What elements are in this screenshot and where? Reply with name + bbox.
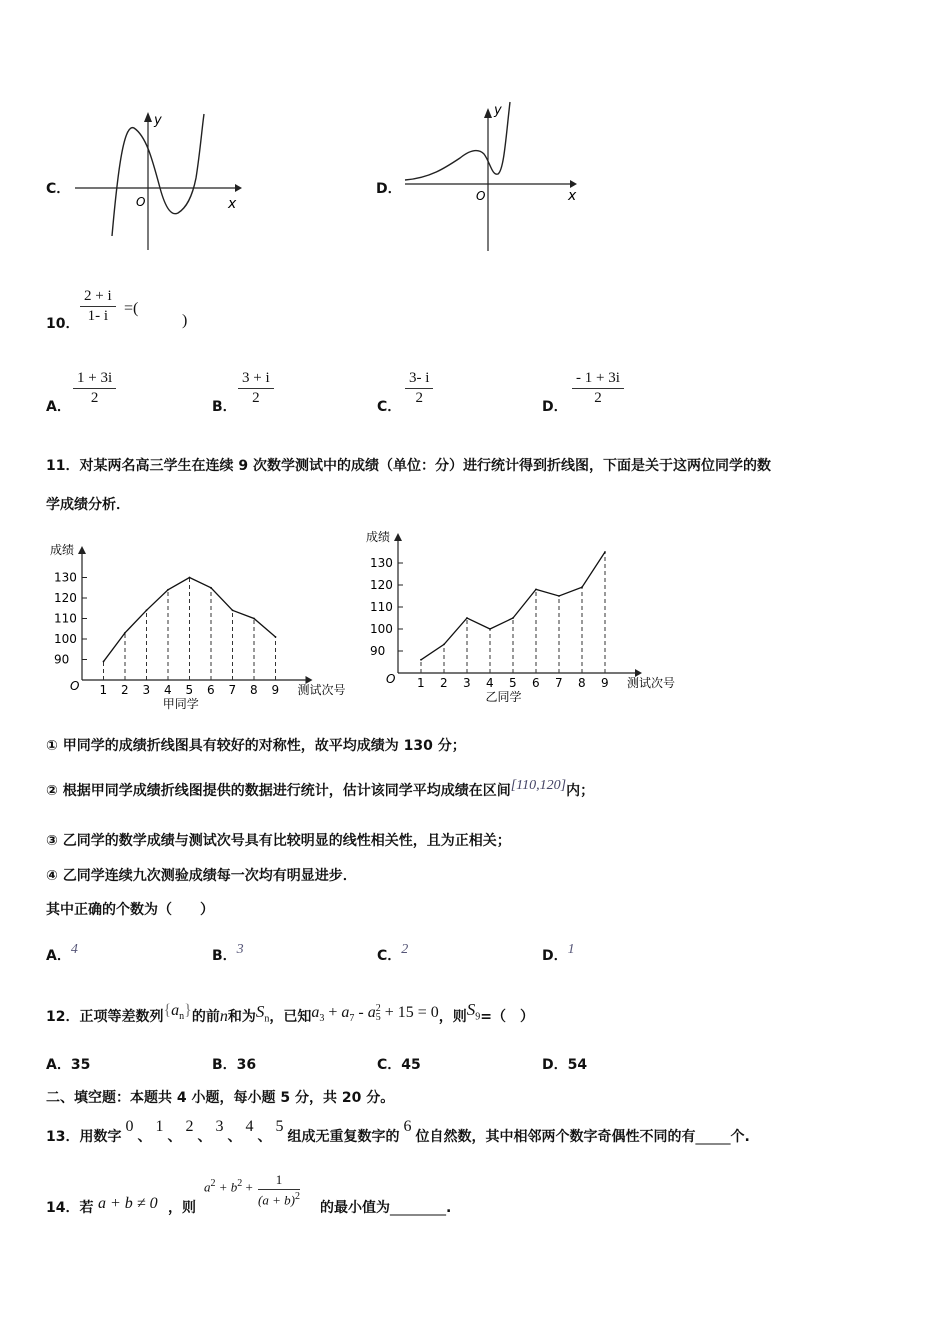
q9c-axis-y-label: y	[154, 113, 162, 128]
q14-a-sup: 2	[210, 1178, 216, 1189]
q11-option-c	[377, 942, 409, 965]
q12-a5: a	[367, 1004, 376, 1021]
q12-minus: -	[354, 1004, 368, 1021]
q10-option-d-label: D．	[542, 399, 568, 415]
q11-c-label: C．	[377, 948, 402, 964]
x-tick-label: 7	[555, 676, 563, 690]
y-tick-label: 110	[54, 611, 77, 626]
q12-b-value: 36	[236, 1057, 257, 1073]
q13-pre: 13．用数字	[46, 1129, 122, 1145]
y-axis-arrow	[394, 533, 402, 541]
x-tick-label: 2	[440, 676, 448, 690]
q12-S: S	[255, 1002, 265, 1021]
y-axis-arrow	[78, 546, 86, 554]
q10-c-num: 3- i	[405, 370, 433, 389]
q11-option-d	[542, 942, 575, 965]
q11-a-value: 4	[70, 942, 78, 957]
q12-S9-sub: 9	[475, 1011, 481, 1023]
y-tick-label: 120	[370, 578, 393, 592]
q11-b-value: 3	[236, 942, 244, 957]
q10-option-b-fraction	[238, 370, 274, 407]
q10-eq: =(	[124, 300, 139, 317]
x-tick-label: 5	[185, 683, 194, 697]
q14-pre: 14．若	[46, 1200, 94, 1216]
q13-answer-blank: _____	[695, 1129, 731, 1145]
q12-d-value: 54	[567, 1057, 588, 1073]
data-point	[146, 609, 148, 611]
q10-fraction	[80, 288, 116, 325]
q11-option-b	[212, 942, 244, 965]
q11-d-value: 1	[567, 942, 575, 957]
q13-post: 位自然数，其中相邻两个数字奇偶性不同的有	[415, 1129, 696, 1145]
q11-statement-2-interval: [110,120]	[510, 778, 567, 793]
data-point	[535, 589, 537, 591]
q11-chart-yi	[350, 525, 680, 710]
q9d-origin-label: O	[476, 189, 486, 203]
x-tick-label: 9	[601, 676, 609, 690]
data-point	[443, 644, 445, 646]
q12-option-a	[46, 1054, 90, 1074]
q12-seq-a: a	[171, 1002, 180, 1019]
q12-d-label: D．	[542, 1057, 568, 1073]
x-tick-label: 9	[271, 683, 280, 697]
q13-digit-5: 5	[275, 1118, 284, 1135]
q10-paren-close: )	[182, 312, 188, 329]
q12-stem	[46, 1000, 534, 1028]
x-tick-label: 8	[578, 676, 586, 690]
q14-a: a	[204, 1179, 211, 1195]
q10-d-den: 2	[594, 390, 602, 406]
x-tick-label: 6	[207, 683, 215, 697]
q10-number: 10．	[46, 316, 80, 332]
q12-seq: $\{a_n\}$	[163, 1002, 192, 1023]
q10-d-num: - 1 + 3i	[572, 370, 624, 389]
q14-answer-blank: ________	[390, 1200, 446, 1216]
y-tick-label: 120	[54, 591, 77, 605]
data-point	[210, 587, 212, 589]
q12-a5-sup: 2	[375, 1003, 381, 1015]
x-tick-label: 3	[142, 683, 151, 697]
q12-b-label: B．	[212, 1057, 237, 1073]
data-point	[103, 661, 105, 663]
q11-option-a	[46, 942, 78, 965]
x-tick-label: 3	[463, 676, 471, 690]
q13-digit-3: 3	[215, 1118, 224, 1135]
q14-plus-b: + b	[215, 1179, 238, 1195]
q10-b-den: 2	[252, 390, 260, 406]
q14-post-text: 的最小值为	[320, 1200, 390, 1216]
y-axis-label: 成绩	[50, 543, 75, 557]
x-tick-label: 6	[532, 676, 540, 690]
q13-stem	[46, 1118, 750, 1146]
x-tick-label: 4	[164, 683, 172, 697]
q12-mid3: ，已知	[269, 1009, 312, 1025]
q12-mid4: ，则	[438, 1009, 467, 1025]
data-point	[558, 595, 560, 597]
q14-post	[320, 1197, 451, 1217]
q9-option-d-graph	[400, 96, 585, 254]
q13-six: 6	[403, 1118, 412, 1135]
q12-n: n	[219, 1008, 228, 1025]
q11-statement-2	[46, 780, 594, 800]
q13-sep-2: 、	[167, 1129, 182, 1145]
q9-option-d-label: D．	[376, 181, 402, 197]
section-fill-in-title: 二、填空题：本题共 4 小题，每小题 5 分，共 20 分。	[46, 1090, 395, 1106]
q14-plus2: +	[242, 1179, 253, 1195]
q9d-axis-y-label: y	[494, 103, 502, 118]
x-tick-label: 2	[121, 683, 129, 697]
data-point	[489, 628, 491, 630]
q11-a-label: A．	[46, 948, 71, 964]
q10-option-b-label: B．	[212, 399, 237, 415]
data-point	[420, 659, 422, 661]
q9-option-c-graph	[70, 108, 245, 253]
q13-digit-1: 1	[155, 1118, 164, 1135]
y-tick-label: 100	[54, 632, 77, 646]
q10-a-den: 2	[90, 390, 99, 406]
q11-d-label: D．	[542, 948, 568, 964]
q11-b-label: B．	[212, 948, 237, 964]
q12-tail: =（ ）	[480, 1009, 534, 1025]
q14-frac-den-text: (a + b)	[258, 1192, 295, 1208]
q14-frac-den	[258, 1190, 300, 1208]
q14-expression	[204, 1178, 253, 1195]
data-point	[189, 577, 191, 579]
q13-sep-3: 、	[197, 1129, 212, 1145]
q12-a-value: 35	[70, 1057, 91, 1073]
q10-a-num: 1 + 3i	[73, 370, 116, 389]
q12-a-label: A．	[46, 1057, 71, 1073]
q11-stem-line2: 学成绩分析．	[46, 497, 130, 513]
q14-fraction	[258, 1172, 300, 1208]
q10-option-d-fraction	[572, 370, 624, 407]
q12-S-sub: n	[264, 1013, 270, 1025]
q13-digit-0: 0	[125, 1118, 134, 1135]
q14-frac-den-sup: 2	[294, 1191, 300, 1202]
q10-option-a-label: A．	[46, 399, 71, 415]
chart-title: 乙同学	[485, 690, 522, 704]
q13-digit-4: 4	[245, 1118, 254, 1135]
q11-stem-line1: 11．对某两名高三学生在连续 9 次数学测试中的成绩（单位：分）进行统计得到折线图，下面是关于这两位同学的数	[46, 458, 771, 474]
q11-c-value: 2	[401, 942, 409, 957]
x-tick-label: 7	[228, 683, 237, 697]
y-tick-label: 130	[370, 556, 393, 570]
q10-fraction-num: 2 + i	[80, 288, 116, 307]
q12-plus: +	[324, 1004, 342, 1021]
data-point	[581, 586, 583, 588]
q12-mid2: 和为	[227, 1009, 256, 1025]
chart-title: 甲同学	[162, 697, 199, 710]
q11-chart-jia	[40, 530, 370, 710]
q12-a5-sub: 5	[375, 1012, 381, 1024]
q14-condition: a + b ≠ 0	[98, 1195, 158, 1212]
q10-option-c-fraction	[405, 370, 433, 407]
q12-a7-sub: 7	[349, 1013, 355, 1025]
q12-eq-rest: + 15 = 0	[380, 1004, 439, 1021]
q12-c-value: 45	[401, 1057, 421, 1073]
q10-b-num: 3 + i	[238, 370, 274, 389]
data-point	[167, 589, 169, 591]
q11-statement-1: ① 甲同学的成绩折线图具有较好的对称性，故平均成绩为 130 分；	[46, 738, 466, 754]
data-point	[466, 617, 468, 619]
q12-S9: S	[466, 1000, 476, 1019]
q12-option-c	[377, 1054, 421, 1074]
data-point	[275, 636, 277, 638]
q12-a3-sub: 3	[319, 1013, 325, 1025]
q10-option-a-fraction	[73, 370, 116, 407]
data-point	[124, 632, 126, 634]
x-tick-label: 1	[99, 683, 108, 697]
q12-option-b	[212, 1054, 256, 1074]
x-axis-label: 测试次号	[627, 676, 676, 690]
q12-a3: a	[311, 1004, 320, 1021]
q11-question: 其中正确的个数为（ ）	[46, 902, 214, 918]
q12-equation	[311, 1003, 439, 1025]
q9-option-c-label: C．	[46, 181, 71, 197]
q13-sep-4: 、	[227, 1129, 242, 1145]
q13-sep-5: 、	[257, 1129, 272, 1145]
q10-fraction-den: 1- i	[87, 308, 109, 324]
q9c-origin-label: O	[136, 195, 146, 209]
q12-a7: a	[341, 1004, 350, 1021]
x-axis-label: 测试次号	[297, 683, 346, 697]
q13-end: 个.	[730, 1129, 750, 1145]
y-tick-label: 110	[370, 600, 393, 614]
data-point	[253, 618, 255, 620]
q14-end: .	[446, 1200, 452, 1216]
q14-b-sup: 2	[237, 1178, 243, 1189]
q12-pre: 12．正项等差数列	[46, 1009, 164, 1025]
q12-option-d	[542, 1054, 587, 1074]
x-tick-label: 8	[250, 683, 258, 697]
q9c-axis-x-label: x	[228, 196, 237, 212]
q13-sep-1: 、	[137, 1129, 152, 1145]
q11-statement-4: ④ 乙同学连续九次测验成绩每一次均有明显进步．	[46, 868, 357, 884]
q14-frac-num: 1	[258, 1172, 300, 1190]
y-tick-label: 90	[370, 644, 386, 658]
q12-c-label: C．	[377, 1057, 402, 1073]
x-tick-label: 1	[417, 676, 425, 690]
x-tick-label: 5	[509, 676, 517, 690]
y-axis-label: 成绩	[366, 530, 391, 544]
q11-statement-3: ③ 乙同学的数学成绩与测试次号具有比较明显的线性相关性，且为正相关；	[46, 833, 511, 849]
data-point	[232, 609, 234, 611]
q9d-axis-x-label: x	[568, 188, 577, 204]
q12-mid1: 的前	[191, 1009, 220, 1025]
q11-statement-2-post: 内；	[566, 783, 595, 799]
y-tick-label: 90	[54, 652, 70, 667]
q14-mid: ，则	[168, 1200, 196, 1216]
y-tick-label: 130	[54, 570, 77, 585]
q10-c-den: 2	[415, 390, 423, 406]
y-tick-label: 100	[370, 622, 393, 636]
q13-mid: 组成无重复数字的	[287, 1129, 400, 1145]
origin-label: O	[70, 679, 80, 693]
q11-statement-2-pre: ② 根据甲同学成绩折线图提供的数据进行统计，估计该同学平均成绩在区间	[46, 783, 511, 799]
origin-label: O	[386, 672, 396, 686]
x-tick-label: 4	[486, 676, 494, 690]
q13-digit-2: 2	[185, 1118, 194, 1135]
data-point	[512, 617, 514, 619]
q12-seq-sub: n	[179, 1011, 185, 1023]
data-point	[604, 551, 606, 553]
q10-option-c-label: C．	[377, 399, 402, 415]
